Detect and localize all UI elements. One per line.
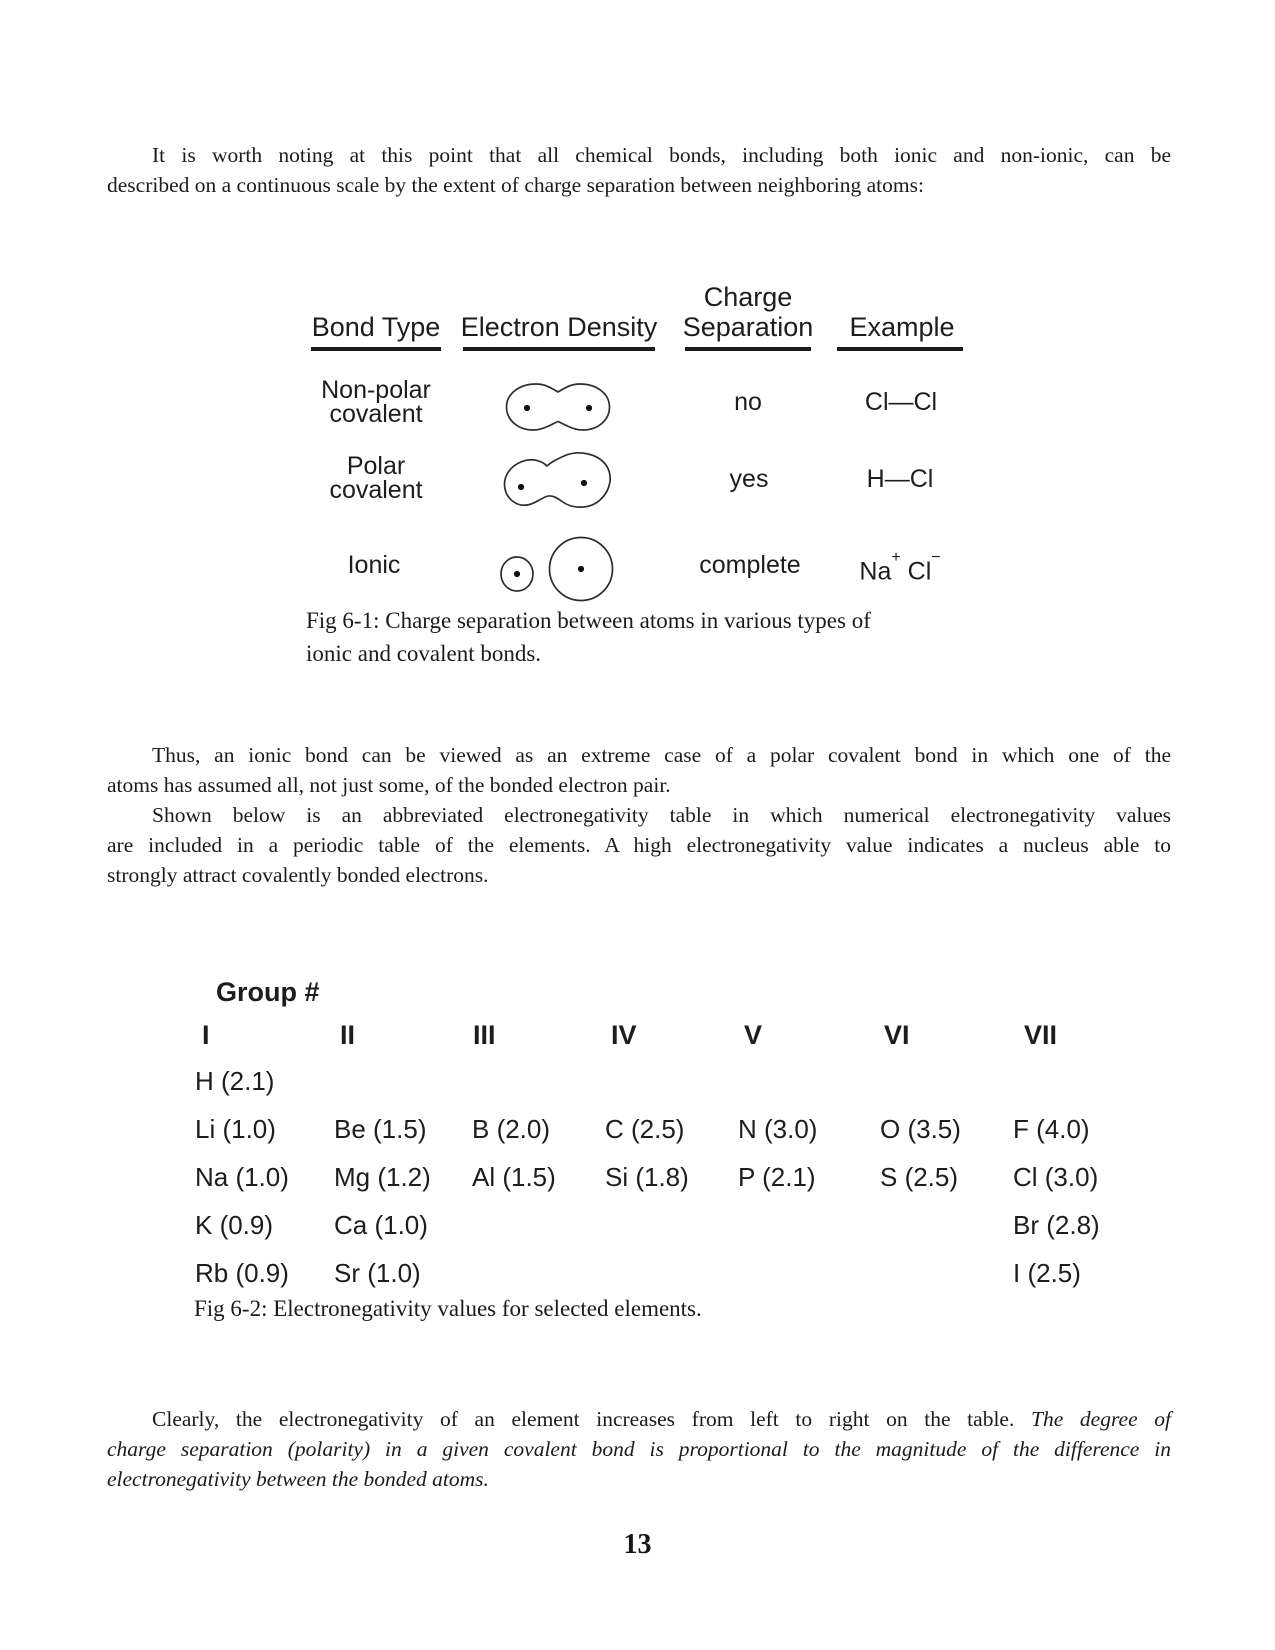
fig1-underline-charge-separation [685, 347, 811, 351]
fig2-column-header: II [340, 1020, 356, 1050]
fig1-row-label-line: covalent [329, 400, 423, 428]
fig1-charge-cell: no [734, 388, 762, 416]
fig2-cell: Li (1.0) [195, 1114, 276, 1144]
fig1-row-label-line: covalent [329, 476, 423, 504]
fig2-cell: H (2.1) [195, 1066, 275, 1096]
minus-superscript: − [931, 549, 941, 566]
nonpolar-electron-cloud-diagram [503, 381, 613, 433]
fig1-charge-cell: yes [729, 465, 769, 493]
fig1-row-label-line: Non-polar [321, 376, 431, 404]
fig1-header-bond-type: Bond Type [311, 312, 441, 342]
fig2-cell: Al (1.5) [472, 1162, 556, 1192]
fig1-header-charge-line1: Charge [703, 282, 793, 312]
fig2-cell: Rb (0.9) [195, 1258, 289, 1288]
fig2-cell: Be (1.5) [334, 1114, 427, 1144]
fig2-cell: Sr (1.0) [334, 1258, 421, 1288]
example-cl: Cl [907, 557, 932, 586]
fig1-row-label-line: Ionic [347, 551, 401, 579]
fig1-caption [306, 604, 986, 670]
fig2-cell: I (2.5) [1013, 1258, 1081, 1288]
fig2-cell: O (3.5) [880, 1114, 961, 1144]
fig1-header-electron-density: Electron Density [460, 312, 658, 342]
fig1-row-label [321, 378, 431, 426]
ionic-electron-cloud-diagram [499, 536, 617, 604]
fig1-example-cell: H—Cl [866, 465, 934, 493]
polar-electron-cloud-diagram [501, 451, 615, 515]
fig1-caption-line: ionic and covalent bonds. [306, 641, 542, 666]
fig2-cell: N (3.0) [738, 1114, 818, 1144]
fig1-example-cell: Cl—Cl [864, 388, 938, 416]
fig1-row-label-line: Polar [346, 452, 406, 480]
page-number: 13 [623, 1529, 652, 1560]
fig2-group-label: Group # [216, 977, 320, 1007]
fig1-example-cell [859, 549, 941, 586]
paragraph-line: electronegativity between the bonded atoms. [107, 1467, 489, 1491]
fig1-row-label [348, 553, 401, 577]
fig2-caption: Fig 6-2: Electronegativity values for selected elements. [194, 1296, 702, 1321]
paragraph-line: Thus, an ionic bond can be viewed as an extreme case of a polar covalent bond in which one of the [152, 743, 1171, 767]
fig2-cell: B (2.0) [472, 1114, 551, 1144]
fig1-charge-cell: complete [699, 551, 801, 579]
fig2-column-header: VII [1024, 1020, 1058, 1050]
fig2-cell: Cl (3.0) [1013, 1162, 1099, 1192]
fig1-header-charge-line2: Separation [682, 312, 814, 342]
fig2-cell: Mg (1.2) [334, 1162, 431, 1192]
fig2-column-header: V [744, 1020, 763, 1050]
fig2-cell: Si (1.8) [605, 1162, 689, 1192]
paragraph-line: described on a continuous scale by the extent of charge separation between neighboring atoms: [107, 173, 924, 197]
paragraph-line: Shown below is an abbreviated electronegativity table in which numerical electronegativity values [152, 803, 1171, 827]
paragraph-line: atoms has assumed all, not just some, of the bonded electron pair. [107, 773, 671, 797]
fig1-underline-electron-density [463, 347, 655, 351]
paragraph-segment: Clearly, the electronegativity of an element increases from left to right on the table. [152, 1407, 1031, 1431]
paragraph-intro [107, 140, 1171, 200]
paragraph-segment-italic: The degree of [1031, 1407, 1171, 1431]
fig2-cell: Na (1.0) [195, 1162, 289, 1192]
paragraph-line: strongly attract covalently bonded electrons. [107, 863, 489, 887]
fig2-column-header: VI [884, 1020, 910, 1050]
fig2-cell: Ca (1.0) [334, 1210, 428, 1240]
fig2-cell: C (2.5) [605, 1114, 685, 1144]
fig2-cell: Br (2.8) [1013, 1210, 1100, 1240]
fig2-column-header: I [202, 1020, 210, 1050]
fig1-caption-line: Fig 6-1: Charge separation between atoms in various types of [306, 608, 871, 633]
paragraph-conclusion [107, 1404, 1171, 1494]
fig1-header-example: Example [849, 312, 955, 342]
fig2-cell: F (4.0) [1013, 1114, 1090, 1144]
paragraph-ionic-bond [107, 740, 1171, 890]
example-na: Na [859, 557, 892, 586]
fig2-column-header: IV [611, 1020, 637, 1050]
fig1-row-label [329, 454, 422, 502]
paragraph-line [107, 1404, 1171, 1434]
fig2-column-header: III [473, 1020, 496, 1050]
fig2-cell: P (2.1) [738, 1162, 816, 1192]
fig2-cell: S (2.5) [880, 1162, 959, 1192]
fig1-underline-example [837, 347, 963, 351]
fig2-cell: K (0.9) [195, 1210, 274, 1240]
paragraph-line: are included in a periodic table of the elements. A high electronegativity value indicates a nucleus able to [107, 833, 1171, 857]
paragraph-line: It is worth noting at this point that all chemical bonds, including both ionic and non-ionic, can be [152, 143, 1171, 167]
fig1-underline-bond-type [311, 347, 441, 351]
plus-superscript: + [891, 549, 901, 566]
paragraph-line: charge separation (polarity) in a given covalent bond is proportional to the magnitude of the difference in [107, 1437, 1171, 1461]
